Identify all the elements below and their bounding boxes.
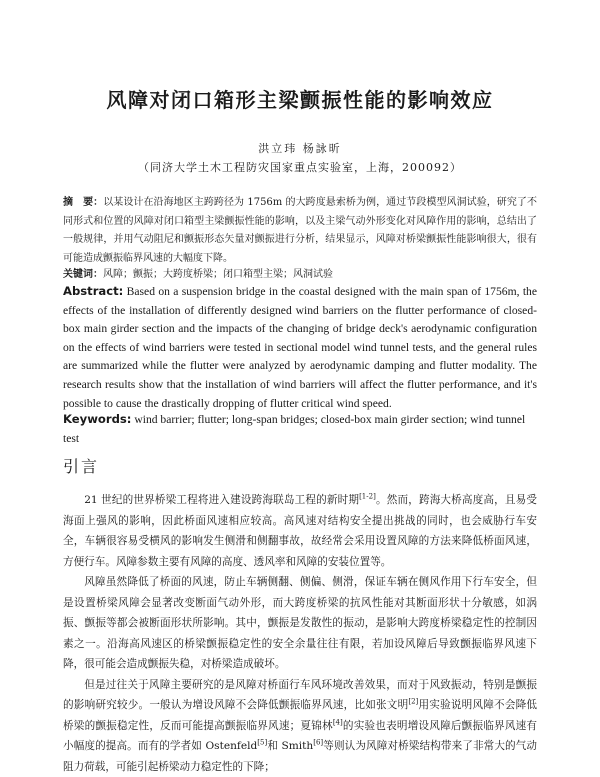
citation: [1-2] <box>359 492 376 500</box>
abstract-cn-text: 以某设计在沿海地区主跨跨径为 1756m 的大跨度悬索桥为例，通过节段模型风洞试验，研究了不同形式和位置的风障对闭口箱型主梁颤振性能的影响，以及主梁气动外形变化对风障作用的影响，总结出了一般规律，并用气动阻尼和颤振形态矢量对颤振进行分析，结果显示，风障对桥梁颤振性能影响很大，很有可能造成颤振临界风速的大幅度下降。 <box>63 197 537 264</box>
p3-text-c: 的实验也表明增设风障后颤振临界风速有小幅度的提高。而有的学者如 Ostenfeld <box>63 720 537 753</box>
citation: [2] <box>408 697 418 705</box>
p3-text-e: 等则认为风障对桥梁结构带来了非常大的气动阻力荷载，可能引起桥梁动力稳定性的下降； <box>63 740 537 773</box>
keywords-chinese <box>63 268 537 282</box>
keywords-cn-text: 风障；颤振；大跨度桥梁；闭口箱型主梁；风洞试验 <box>103 269 333 280</box>
p3-text-a: 但是过往关于风障主要研究的是风障对桥面行车风环境改善效果，而对于风致振动，特别是颤振的影响研究较少。一般认为增设风障不会降低颤振临界风速，比如张文明 <box>63 679 537 712</box>
paper-title: 风障对闭口箱形主梁颤振性能的影响效应 <box>0 84 600 113</box>
paragraph-2: 风障虽然降低了桥面的风速，防止车辆侧翻、侧偏、侧滑，保证车辆在侧风作用下行车安全，但是设置桥梁风障会显著改变断面气动外形，而大跨度桥梁的抗风性能对其断面形状十分敏感，如涡振、颤振等都会被断面形状所影响。其中，颤振是发散性的振动，是影响大跨度桥梁稳定性的控制因素之一。沿海高风速区的桥梁颤振稳定性的安全余量往往有限，若加设风障后导致颤振临界风速下降，很可能会造成颤振失稳，对桥梁造成破坏。 <box>63 572 537 675</box>
paragraph-1 <box>63 490 537 572</box>
citation: [5] <box>257 738 267 746</box>
section-heading: 引言 <box>63 454 99 477</box>
abstract-chinese <box>63 194 537 268</box>
citation: [6] <box>313 738 323 746</box>
abstract-en-text: Based on a suspension bridge in the coastal designed with the main span of 1756m, the effects of the installation of differently designed wind barriers on the flutter performance of closed-box main girder section and the impacts of the changing of bridge deck's aerodynamic configuration on the effects of wind barriers were tested in sectional model wind tunnel tests, and the general rules are summarized while the flutter were analyzed by aerodynamic damping and flutter modality. The research results show that the installation of wind barriers will affect the flutter performance, and it's possible to cause the drastically dropping of flutter critical wind speed. <box>63 285 537 410</box>
p1-text-a: 21 世纪的世界桥梁工程将进入建设跨海联岛工程的新时期 <box>84 494 359 506</box>
p3-text-b: 用实验说明风障不会降低桥梁的颤振稳定性，反而可能提高颤振临界风速；夏锦林 <box>63 699 537 732</box>
affiliation: （同济大学土木工程防灾国家重点实验室，上海，200092） <box>0 159 600 175</box>
abstract-cn-label: 摘 要： <box>63 197 103 208</box>
p1-text-b: 。然而，跨海大桥高度高，且易受海面上强风的影响，因此桥面风速相应较高。高风速对结构安全提出挑战的同时，也会威胁行车安全，车辆很容易受横风的影响发生侧滑和侧翻事故，故经常会采用设置风障的方法来降低桥面风速，方便行车。风障参数主要有风障的高度、透风率和风障的安装位置等。 <box>63 494 537 568</box>
abstract-en-label: Abstract: <box>63 284 123 298</box>
paragraph-3 <box>63 675 537 777</box>
abstract-english <box>63 282 537 413</box>
keywords-en-label: Keywords: <box>63 412 131 426</box>
keywords-english <box>63 410 537 448</box>
keywords-cn-label: 关键词： <box>63 269 103 280</box>
authors: 洪立玮 杨詠昕 <box>0 140 600 156</box>
body-text <box>63 490 537 777</box>
keywords-en-text: wind barrier; flutter; long-span bridges; closed-box main girder section; wind tunnel test <box>63 413 525 445</box>
citation: [4] <box>333 718 343 726</box>
p3-text-d: 和 Smith <box>267 740 313 752</box>
